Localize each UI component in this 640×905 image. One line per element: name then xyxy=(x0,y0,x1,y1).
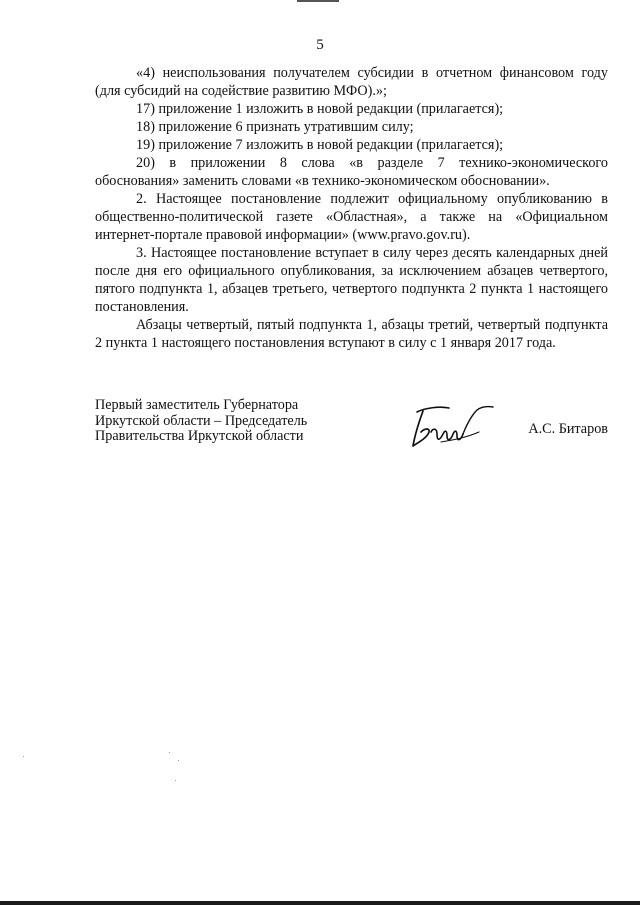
scan-speck xyxy=(175,780,176,781)
signer-name: А.С. Битаров xyxy=(528,421,608,437)
handwritten-signature xyxy=(405,402,495,452)
signature-block xyxy=(95,398,608,458)
signer-position-line: Правительства Иркутской области xyxy=(95,428,304,444)
paragraph-clause-3: 3. Настоящее постановление вступает в силу через десять календарных дней после дня его официального опубликования, за исключением абзацев четвертого, пятого подпункта 1, абзацев третьего, четвертого подпункта 2 пункта 1 настоящего постановления. xyxy=(95,245,608,315)
paragraph-item-17: 17) приложение 1 изложить в новой редакции (прилагается); xyxy=(136,101,504,117)
top-edge-rule xyxy=(297,0,339,2)
bottom-edge-rule xyxy=(0,901,640,905)
scan-speck xyxy=(23,756,24,757)
scan-speck xyxy=(178,760,179,761)
signer-position-line: Иркутской области – Председатель xyxy=(95,412,308,429)
page-number: 5 xyxy=(316,37,324,53)
signer-position-line: Первый заместитель Губернатора xyxy=(95,397,299,413)
paragraph-item-19: 19) приложение 7 изложить в новой редакции (прилагается); xyxy=(136,137,504,153)
paragraph-item-20: 20) в приложении 8 слова «в разделе 7 технико-экономического обоснования» заменить словами «в технико-экономическом обосновании». xyxy=(95,155,608,189)
scan-speck xyxy=(169,752,170,753)
paragraph-item-4-ending: «4) неиспользования получателем субсидии в отчетном финансовом году (для субсидий на содействие развитию МФО).»; xyxy=(95,65,608,99)
paragraph-effective-date: Абзацы четвертый, пятый подпункта 1, абзацы третий, четвертый подпункта 2 пункта 1 настоящего постановления вступают в силу с 1 января 2017 года. xyxy=(95,317,608,351)
paragraph-clause-2: 2. Настоящее постановление подлежит официальному опубликованию в общественно-политической газете «Областная», а также на «Официальном интернет-портале правовой информации» (www.pravo.gov.ru). xyxy=(95,191,608,243)
paragraph-item-18: 18) приложение 6 признать утратившим силу; xyxy=(136,119,414,135)
document-body xyxy=(95,64,608,352)
